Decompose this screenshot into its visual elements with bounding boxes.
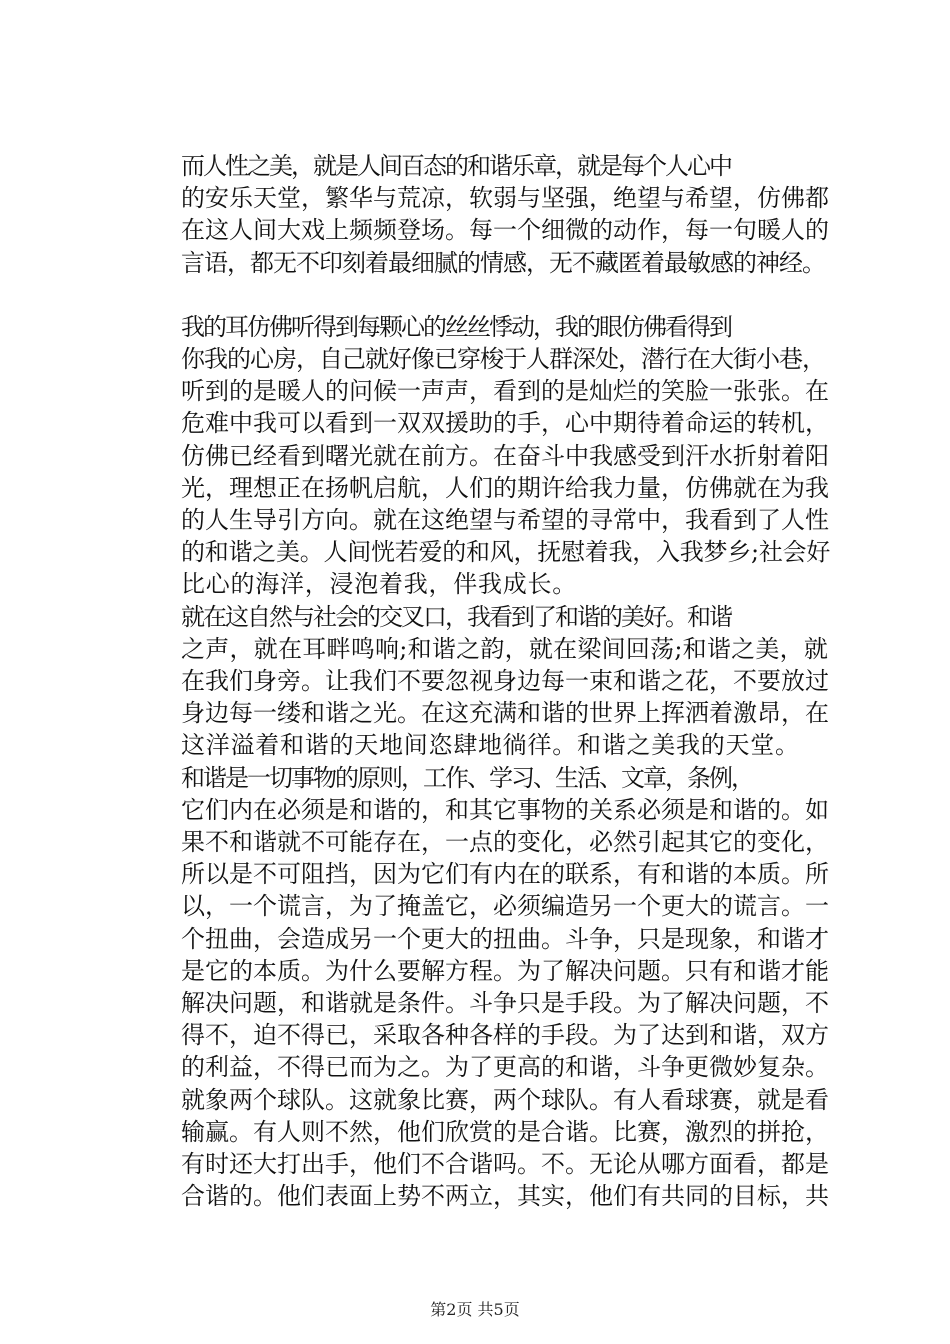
page-footer xyxy=(0,1300,950,1320)
text-line: 言语，都无不印刻着最细腻的情感，无不藏匿着最敏感的神经。 xyxy=(181,248,825,277)
text-line: 就象两个球队。这就象比赛，两个球队。有人看球赛，就是看 xyxy=(181,1085,829,1114)
body-text xyxy=(131,150,831,1213)
text-line: 之声，就在耳畔鸣响;和谐之韵，就在梁间回荡;和谐之美，就 xyxy=(181,634,829,663)
text-line: 光，理想正在扬帆启航，人们的期许给我力量，仿佛就在为我 xyxy=(181,473,829,502)
page-number: 第2页 共5页 xyxy=(430,1300,520,1319)
text-line: 的和谐之美。人间恍若爱的和风，抚慰着我，入我梦乡;社会好 xyxy=(181,538,831,567)
text-line: 它们内在必须是和谐的，和其它事物的关系必须是和谐的。如 xyxy=(181,795,829,824)
text-line: 你我的心房，自己就好像已穿梭于人群深处，潜行在大街小巷， xyxy=(181,345,825,374)
text-line: 这洋溢着和谐的天地间恣肆地徜徉。和谐之美我的天堂。 xyxy=(181,731,800,760)
text-line: 危难中我可以看到一双双援助的手，心中期待着命运的转机， xyxy=(181,409,829,438)
text-line: 而人性之美，就是人间百态的和谐乐章，就是每个人心中 xyxy=(181,152,731,180)
text-line: 合谐的。他们表面上势不两立，其实，他们有共同的目标，共 xyxy=(181,1182,829,1211)
text-line: 果不和谐就不可能存在，一点的变化，必然引起其它的变化， xyxy=(181,828,829,857)
text-line: 的人生导引方向。就在这绝望与希望的寻常中，我看到了人性 xyxy=(181,506,829,535)
text-line: 以，一个谎言，为了掩盖它，必须编造另一个更大的谎言。一 xyxy=(181,892,829,921)
paragraph-1 xyxy=(131,150,831,279)
text-line: 在这人间大戏上频频登场。每一个细微的动作，每一句暖人的 xyxy=(181,216,829,245)
text-line: 个扭曲，会造成另一个更大的扭曲。斗争，只是现象，和谐才 xyxy=(181,924,829,953)
text-line: 和谐是一切事物的原则，工作、学习、生活、文章，条例， xyxy=(181,763,753,792)
text-line: 输赢。有人则不然，他们欣赏的是合谐。比赛，激烈的拼抢， xyxy=(181,1117,829,1146)
text-line: 身边每一缕和谐之光。在这充满和谐的世界上挥洒着激昂，在 xyxy=(181,699,829,728)
text-line: 有时还大打出手，他们不合谐吗。不。无论从哪方面看，都是 xyxy=(181,1150,829,1179)
text-line: 就在这自然与社会的交叉口，我看到了和谐的美好。和谐 xyxy=(181,602,731,631)
text-line: 所以是不可阻挡，因为它们有内在的联系，有和谐的本质。所 xyxy=(181,860,829,889)
text-line: 仿佛已经看到曙光就在前方。在奋斗中我感受到汗水折射着阳 xyxy=(181,441,829,470)
text-line: 我的耳仿佛听得到每颗心的丝丝悸动，我的眼仿佛看得到 xyxy=(181,312,731,341)
text-line: 比心的海洋，浸泡着我，伴我成长。 xyxy=(181,570,577,599)
text-line: 解决问题，和谐就是条件。斗争只是手段。为了解决问题，不 xyxy=(181,989,829,1018)
text-line: 是它的本质。为什么要解方程。为了解决问题。只有和谐才能 xyxy=(181,956,829,985)
paragraph-2 xyxy=(131,311,831,601)
paragraph-4 xyxy=(131,762,831,1213)
text-line: 的利益，不得已而为之。为了更高的和谐，斗争更微妙复杂。 xyxy=(181,1053,829,1082)
text-line: 听到的是暖人的问候一声声，看到的是灿烂的笑脸一张张。在 xyxy=(181,377,829,406)
text-line: 在我们身旁。让我们不要忽视身边每一束和谐之花，不要放过 xyxy=(181,667,829,696)
text-line: 的安乐天堂，繁华与荒凉，软弱与坚强，绝望与希望，仿佛都 xyxy=(181,184,829,213)
paragraph-3 xyxy=(131,601,831,762)
text-line: 得不，迫不得已，采取各种各样的手段。为了达到和谐，双方 xyxy=(181,1021,829,1050)
